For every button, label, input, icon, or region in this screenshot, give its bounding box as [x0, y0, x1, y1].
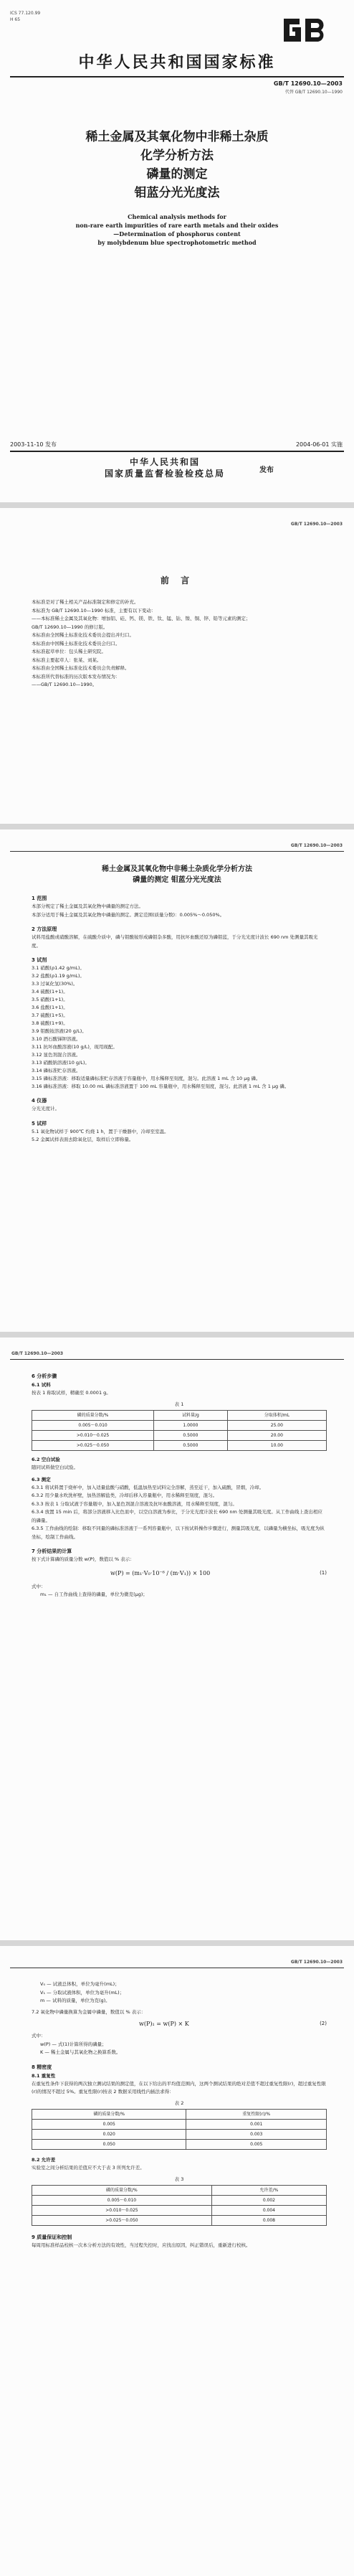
where-item: V₀ — 试液总体积，单位为毫升(mL)； [40, 1981, 120, 1987]
implementation-date: 2004-06-01 实施 [295, 441, 343, 448]
page-gap [0, 502, 354, 508]
subsection-heading: 6.3 测定 [32, 1476, 51, 1482]
reagent-item: 3.12 显色剂混合溶液。 [32, 1052, 81, 1058]
reagent-item: 3.11 抗坏血酸溶液(10 g/L)，现用现配。 [32, 1044, 118, 1050]
reagent-item: 3.6 盐酸(1+1)。 [32, 1005, 68, 1010]
reagent-item: 3.5 硝酸(1+1)。 [32, 997, 68, 1002]
section-heading: 5 试样 [32, 1120, 47, 1127]
foreword-line: 本标准起草单位：包头稀土研究院。 [32, 649, 106, 654]
table-cell: 0.004 [211, 2206, 326, 2216]
table-header-row [32, 2110, 327, 2120]
header-rule [10, 851, 344, 852]
table-cell: 0.020 [32, 2130, 186, 2140]
where-item: m₁ — 自工作曲线上查得的磷量，单位为微克(μg)； [40, 1592, 148, 1597]
english-title-line-4: by molybdenum blue spectrophotometric method [97, 239, 257, 246]
section-text: 在重复性条件下获得的两次独立测试结果的测定值，在以下给出的平均值范围内，这两个测试结果的绝对差值不超过重复性限(r)，超过重复性限(r)的情况不超过 5%。重复性限(r)按表 2 数据采用线性内插法求得： [32, 2080, 326, 2095]
procedure-step: 6.3.2 用少量水吹洗杯壁，加热溶解盐类，冷却后移入容量瓶中，用水稀释至刻度，混匀。 [32, 1493, 218, 1498]
section-text: 5.1 氧化物试样于 900℃ 灼烧 1 h，置于干燥器中，冷却至室温。 [32, 1128, 169, 1134]
document-title-line-2: 磷量的测定 钼蓝分光光度法 [133, 876, 221, 884]
section-text: 随同试料做空白试验。 [32, 1465, 78, 1470]
table-row [32, 2140, 327, 2150]
table-2 [32, 2109, 327, 2150]
section-text: 试料用盐酸或硝酸溶解，在硫酸介质中，磷与钼酸铵形成磷钼杂多酸，用抗坏血酸还原为磷钼蓝，于分光光度计波长 690 nm 处测量其吸光度。 [32, 934, 318, 949]
table-header-row [32, 2186, 327, 2196]
reagent-item: 3.1 硝酸(ρ1.42 g/mL)。 [32, 965, 85, 971]
page-header-number: GB/T 12690.10—2003 [11, 1351, 64, 1356]
foreword-line: 本标准为 GB/T 12690.10—1990 标准，主要有以下变动： [32, 607, 156, 614]
body-page-1 [0, 829, 354, 1332]
subsection-heading: 8.2 允许差 [32, 2157, 56, 2163]
page-gap [0, 1332, 354, 1338]
document-title-line-1: 稀土金属及其氧化物中非稀土杂质化学分析方法 [102, 865, 252, 873]
issuer [72, 456, 258, 479]
page-header-number: GB/T 12690.10—2003 [290, 843, 343, 848]
section-heading: 3 试剂 [32, 957, 47, 963]
table-row [32, 2216, 327, 2226]
main-title-line-2: 化学分析方法 [140, 149, 214, 163]
header-rule [10, 1359, 344, 1360]
english-title-line-2: non-rare earth impurities of rare earth metals and their oxides [75, 222, 279, 229]
issue-word: 发布 [259, 466, 274, 474]
section-heading: 4 仪器 [32, 1098, 47, 1104]
table-row [32, 2206, 327, 2216]
table-row [32, 2196, 327, 2206]
table-cell: 0.005～0.010 [32, 2196, 212, 2206]
body-page-2 [0, 1338, 354, 1940]
main-title-line-1: 稀土金属及其氧化物中非稀土杂质 [85, 130, 269, 144]
table-cell: 20.00 [227, 1431, 326, 1441]
table-cell: 10.00 [227, 1441, 326, 1451]
section-text: 分光光度计。 [32, 1106, 59, 1111]
subsection-heading: 6.1 试料 [32, 1382, 51, 1388]
section-heading: 7 分析结果的计算 [32, 1548, 72, 1554]
body-2-content [32, 1372, 327, 1599]
foreword-line: 本标准是对了稀土相关产品标准制定和修定的补充。 [32, 599, 139, 605]
reagent-item: 3.4 硫酸(1+1)。 [32, 989, 68, 995]
issue-date: 2003-11-10 发布 [10, 441, 57, 448]
where-item: V₁ — 分取试液体积，单位为毫升(mL)； [40, 1989, 125, 1996]
section-heading: 8 精密度 [32, 2064, 52, 2070]
table-cell: 25.00 [227, 1421, 326, 1431]
where-label: 式中： [32, 1583, 46, 1589]
foreword-title: 前 言 [160, 575, 194, 586]
table-row [32, 1441, 327, 1451]
table-cell: >0.010～0.025 [32, 2206, 212, 2216]
table-cell: 0.002 [211, 2196, 326, 2206]
table-cell: >0.025～0.050 [32, 1441, 154, 1451]
issuer-line-2: 国家质量监督检验检疫总局 [104, 469, 225, 479]
table-row [32, 2130, 327, 2140]
issuer-line-1: 中华人民共和国 [129, 457, 200, 467]
reagent-item: 3.15 磷标准溶液：移取适量磷标准贮存溶液于容量瓶中，用水稀释至刻度，混匀。此溶液 1 mL 含 10 μg 磷。 [32, 1076, 261, 1081]
body-3-content [32, 1980, 327, 2250]
where-item: m — 试料的质量，单位为克(g)。 [40, 1998, 110, 2003]
table-cell: 0.005 [32, 2120, 186, 2130]
reagent-item: 3.2 盐酸(ρ1.19 g/mL)。 [32, 973, 85, 979]
table-cell: 0.5000 [154, 1431, 228, 1441]
table-2-caption: 表 2 [174, 2100, 184, 2106]
english-title [0, 212, 354, 247]
subsection-heading: 8.1 重复性 [32, 2072, 56, 2079]
foreword-page [0, 508, 354, 824]
reagent-item: 3.3 过氧化氢(30%)。 [32, 981, 78, 987]
table-cell: 0.050 [32, 2140, 186, 2150]
main-title [0, 128, 354, 202]
standard-number: GB/T 12690.10—2003 [273, 80, 343, 87]
procedure-step: 6.3.3 按表 1 分取试液于容量瓶中，加入显色剂混合溶液及抗坏血酸溶液，用水稀释至刻度，混匀。 [32, 1500, 237, 1507]
reagent-item: 3.13 硝酸钠溶液(10 g/L)。 [32, 1060, 90, 1066]
table-row [32, 2120, 327, 2130]
foreword-line: ——GB/T 12690.10—1990。 [32, 682, 97, 687]
body-page-3 [0, 1946, 354, 2576]
table-header-cell: 磷的质量分数/% [32, 2110, 186, 2120]
table-3 [32, 2185, 327, 2226]
procedure-step: 6.3.4 放置 15 min 后，将部分溶液移入比色皿中，以空白溶液为参比，于分光光度计波长 690 nm 处测量其吸光度。从工作曲线上查出相应的磷量。 [32, 1509, 322, 1523]
procedure-step: 6.3.5 工作曲线的绘制：移取不同量的磷标准溶液于一系列容量瓶中，以下按试料操作步骤进行，测量其吸光度，以磷量为横坐标，吸光度为纵坐标，绘制工作曲线。 [32, 1526, 325, 1540]
reagent-item: 3.9 钼酸铵溶液(20 g/L)。 [32, 1028, 87, 1034]
page-gap [0, 824, 354, 829]
foreword-line: 本标准由全国稀土标准化技术委员会负责解释。 [32, 665, 130, 671]
formula-2: w(P)₁ = w(P) × K [139, 2021, 189, 2027]
table-1-caption: 表 1 [174, 1401, 184, 1407]
table-cell: >0.010～0.025 [32, 1431, 154, 1441]
table-header-cell: 磷的质量分数/% [32, 2186, 212, 2196]
foreword-line: 本标准由全国稀土标准化技术委员会提出并归口。 [32, 632, 134, 638]
procedure-step: 6.3.1 将试料置于烧杯中，加入适量盐酸与硝酸，低温加热至试料完全溶解，蒸至近干，加入硫酸，冒烟，冷却。 [32, 1484, 264, 1490]
table-cell: 0.005～0.010 [32, 1421, 154, 1431]
reagent-item: 3.14 磷标准贮存溶液。 [32, 1068, 81, 1073]
table-header-cell: 重复性限(r)/% [186, 2110, 327, 2120]
ccs-code: H 65 [10, 17, 21, 22]
foreword-line: 本标准由中国稀土标准化技术委员会归口。 [32, 640, 120, 647]
body-1-content [32, 894, 327, 1144]
cover-page [0, 0, 354, 502]
standard-org-title: 中华人民共和国国家标准 [78, 53, 276, 72]
foreword-line: 本标准所代替标准的历次版本发布情况为： [32, 673, 120, 680]
subsection-text: 7.2 氧化物中磷量换算为金属中磷量，数值以 % 表示： [32, 2008, 146, 2015]
where-item: w(P) — 式(1)计算所得的磷量； [40, 2041, 107, 2047]
section-heading: 6 分析步骤 [32, 1373, 57, 1379]
reagent-item: 3.7 硫酸(1+5)。 [32, 1012, 68, 1018]
reagent-item: 3.8 硫酸(1+9)。 [32, 1020, 68, 1026]
section-text: 按下式计算磷的质量分数 w(P)，数值以 % 表示： [32, 1556, 135, 1562]
foreword-line: 本标准主要起草人：张某、刘某。 [32, 657, 102, 663]
table-header-cell: 分取体积/mL [227, 1411, 326, 1421]
formula-2-row [32, 2018, 327, 2032]
section-text: 本部分适用于稀土金属及其氧化物中磷量的测定。测定范围(质量分数)：0.005%～0.050%。 [32, 911, 225, 918]
foreword-line: ——本标准稀土金属及其氧化物：增加铝、硅、钙、镁、铁、钛、锰、钴、镍、铜、锌、铅等元素的测定； [32, 616, 251, 621]
table-header-cell: 允许差/% [211, 2186, 326, 2196]
table-1 [32, 1410, 327, 1451]
page-header-number: GB/T 12690.10—2003 [290, 522, 343, 527]
section-heading: 9 质量保证和控制 [32, 2234, 72, 2240]
date-divider [10, 451, 344, 452]
where-item: K — 稀土金属与其氧化物之换算系数。 [40, 2049, 121, 2055]
where-label: 式中： [32, 2033, 46, 2039]
english-title-line-1: Chemical analysis methods for [128, 213, 226, 220]
foreword-line: GB/T 12690.10—1990 的修订版。 [32, 624, 108, 630]
table-cell: >0.025～0.050 [32, 2216, 212, 2226]
table-cell: 0.008 [211, 2216, 326, 2226]
section-text: 本部分规定了稀土金属及其氧化物中磷量的测定方法。 [32, 903, 143, 909]
table-header-cell: 试料量/g [154, 1411, 228, 1421]
section-text: 按表 1 称取试样，精确至 0.0001 g。 [32, 1390, 111, 1396]
gb-logo-icon [278, 13, 331, 47]
table-cell: 0.001 [186, 2120, 327, 2130]
page-header-number: GB/T 12690.10—2003 [290, 1960, 343, 1965]
subsection-heading: 6.2 空白试验 [32, 1457, 60, 1462]
reagent-item: 3.10 酒石酸锑钾溶液。 [32, 1036, 81, 1042]
replaces-standard: 代替 GB/T 12690.10—1990 [284, 90, 343, 95]
formula-2-number: (2) [320, 2021, 327, 2026]
page-gap [0, 1940, 354, 1946]
english-title-line-3: —Determination of phosphorus content [113, 230, 241, 238]
formula-1-number: (1) [320, 1569, 327, 1576]
section-text: 每周用标准样品校核一次本分析方法的有效性，当过程失控时，应找出原因，纠正错误后，重新进行校核。 [32, 2242, 251, 2248]
table-header-cell: 磷的质量分数/% [32, 1411, 154, 1421]
table-cell: 1.0000 [154, 1421, 228, 1431]
section-text: 5.2 金属试样表面去除氧化层，取样后立即称量。 [32, 1137, 134, 1142]
ics-code: ICS 77.120.99 [10, 11, 41, 16]
foreword-body [32, 598, 325, 690]
main-title-line-3: 磷量的测定 [146, 167, 208, 182]
table-cell: 0.003 [186, 2130, 327, 2140]
section-heading: 2 方法原理 [32, 926, 57, 932]
document-title [0, 864, 354, 885]
title-divider [10, 76, 344, 77]
table-row [32, 1421, 327, 1431]
table-cell: 0.005 [186, 2140, 327, 2150]
table-cell: 0.5000 [154, 1441, 228, 1451]
main-title-line-4: 钼蓝分光光度法 [134, 186, 220, 200]
table-row [32, 1431, 327, 1441]
section-heading: 1 范围 [32, 896, 47, 901]
formula-1-row [32, 1567, 327, 1583]
section-text: 实验室之间分析结果的差值应不大于表 3 所列允许差。 [32, 2165, 145, 2171]
table-3-caption: 表 3 [174, 2176, 184, 2182]
reagent-item: 3.16 磷标准溶液：移取 10.00 mL 磷标准溶液置于 100 mL 容量瓶中，用水稀释至刻度，混匀。此溶液 1 mL 含 1 μg 磷。 [32, 1083, 290, 1089]
formula-1: w(P) = (m₁·V₀·10⁻⁶ / (m·V₁)) × 100 [110, 1569, 211, 1576]
table-header-row [32, 1411, 327, 1421]
